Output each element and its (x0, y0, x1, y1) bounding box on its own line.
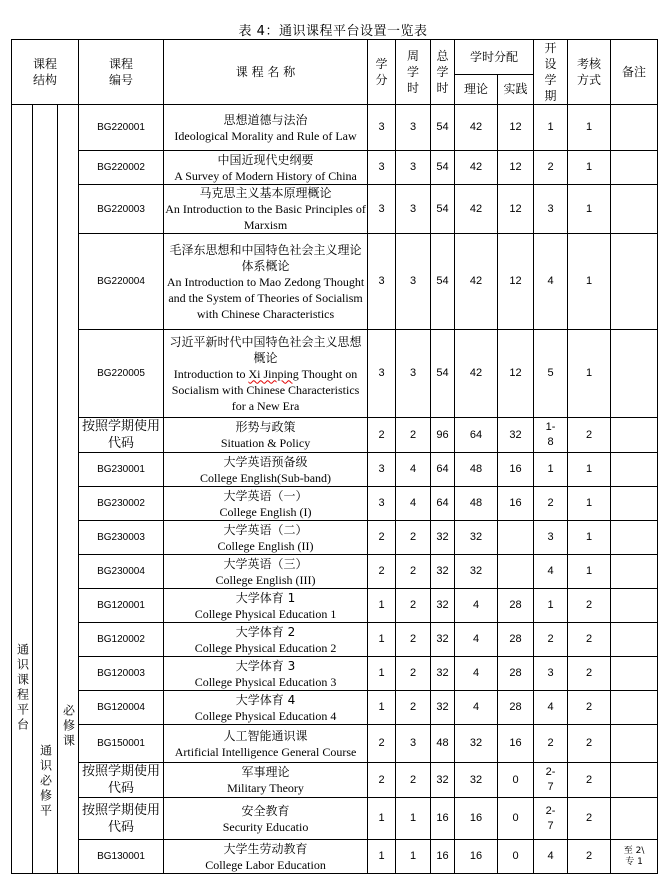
cell-semester: 1 (534, 589, 568, 623)
cell-remark (611, 151, 658, 185)
cell-theory: 42 (455, 330, 498, 418)
cell-credit: 3 (368, 487, 396, 521)
cell-credit: 3 (368, 185, 396, 234)
table-row (12, 840, 658, 874)
cell-total: 64 (431, 487, 455, 521)
course-name-cn: 大学生劳动教育 (223, 841, 308, 856)
cell-assess: 2 (568, 418, 611, 453)
table-row (12, 453, 658, 487)
course-code: BG220005 (79, 330, 164, 418)
course-name (164, 555, 368, 589)
cell-practice: 12 (498, 151, 534, 185)
cell-remark (611, 418, 658, 453)
course-name (164, 330, 368, 418)
cell-assess: 2 (568, 763, 611, 798)
cell-weekly: 2 (396, 657, 431, 691)
course-table (11, 39, 658, 874)
cell-credit: 1 (368, 623, 396, 657)
course-code: BG120002 (79, 623, 164, 657)
cell-practice: 32 (498, 418, 534, 453)
header-total: 总 学 时 (431, 40, 455, 105)
cell-credit: 2 (368, 555, 396, 589)
spellcheck-mark: Xi Jinping (248, 366, 299, 381)
course-name (164, 521, 368, 555)
cell-weekly: 2 (396, 418, 431, 453)
cell-practice: 28 (498, 589, 534, 623)
cell-total: 16 (431, 798, 455, 840)
course-name-cn: 习近平新时代中国特色社会主义思想概论 (169, 334, 362, 365)
header-semester: 开 设 学 期 (534, 40, 568, 105)
course-name-cn: 大学英语（二） (223, 522, 308, 537)
course-name (164, 691, 368, 725)
cell-semester: 3 (534, 185, 568, 234)
cell-assess: 1 (568, 151, 611, 185)
course-name-en: College English (II) (217, 538, 314, 553)
cell-practice: 12 (498, 185, 534, 234)
course-name-en: College English (I) (219, 504, 312, 519)
cell-semester: 4 (534, 234, 568, 330)
course-name (164, 185, 368, 234)
cell-credit: 3 (368, 105, 396, 151)
cell-weekly: 4 (396, 453, 431, 487)
course-code: BG230004 (79, 555, 164, 589)
cell-weekly: 3 (396, 151, 431, 185)
cell-remark: 至 2\ 专 1 (611, 840, 658, 874)
cell-credit: 1 (368, 691, 396, 725)
cell-practice: 28 (498, 657, 534, 691)
cell-semester: 2 (534, 151, 568, 185)
cell-weekly: 2 (396, 589, 431, 623)
cell-total: 96 (431, 418, 455, 453)
cell-practice: 12 (498, 330, 534, 418)
course-code: BG120001 (79, 589, 164, 623)
cell-theory: 32 (455, 725, 498, 763)
header-hours: 学时分配 (455, 40, 534, 75)
cell-semester: 4 (534, 840, 568, 874)
header-remark: 备注 (611, 40, 658, 105)
course-name-cn: 大学英语预备级 (223, 454, 308, 469)
cell-total: 16 (431, 840, 455, 874)
course-name-cn: 安全教育 (241, 803, 290, 818)
table-row (12, 105, 658, 151)
course-name-cn: 人工智能通识课 (223, 728, 308, 743)
cell-weekly: 3 (396, 105, 431, 151)
cell-theory: 4 (455, 691, 498, 725)
course-name-en: Security Educatio (222, 819, 309, 834)
cell-remark (611, 185, 658, 234)
cell-theory: 48 (455, 453, 498, 487)
cell-practice (498, 521, 534, 555)
course-name-cn: 大学英语（三） (223, 556, 308, 571)
course-name-cn: 大学体育 3 (235, 658, 296, 673)
header-assess: 考核 方式 (568, 40, 611, 105)
course-name-en: Military Theory (227, 781, 304, 795)
course-name-en: College Physical Education 1 (194, 606, 337, 621)
course-code: BG150001 (79, 725, 164, 763)
cell-semester: 2 (534, 487, 568, 521)
header-practice: 实践 (498, 74, 534, 104)
cell-practice: 28 (498, 691, 534, 725)
cell-practice: 0 (498, 840, 534, 874)
cell-total: 32 (431, 623, 455, 657)
cell-credit: 2 (368, 521, 396, 555)
cell-weekly: 2 (396, 623, 431, 657)
course-name (164, 798, 368, 840)
cell-total: 54 (431, 185, 455, 234)
course-code: BG120003 (79, 657, 164, 691)
cell-weekly: 2 (396, 521, 431, 555)
cell-total: 48 (431, 725, 455, 763)
table-row (12, 487, 658, 521)
course-name (164, 589, 368, 623)
cell-weekly: 2 (396, 763, 431, 798)
required-label: 必修课 (61, 704, 76, 749)
cell-semester: 2- 7 (534, 763, 568, 798)
cell-semester: 1 (534, 453, 568, 487)
course-code: BG220004 (79, 234, 164, 330)
table-row (12, 234, 658, 330)
cell-semester: 2- 7 (534, 798, 568, 840)
cell-assess: 2 (568, 691, 611, 725)
table-row (12, 763, 658, 798)
table-row (12, 657, 658, 691)
course-name-en: College Physical Education 3 (194, 674, 337, 689)
cell-practice: 0 (498, 763, 534, 798)
cell-credit: 2 (368, 725, 396, 763)
cell-remark (611, 234, 658, 330)
table-title: 表 4：通识课程平台设置一览表 (238, 24, 428, 39)
cell-weekly: 2 (396, 691, 431, 725)
table-row (12, 589, 658, 623)
cell-total: 54 (431, 105, 455, 151)
cell-credit: 2 (368, 418, 396, 453)
table-row (12, 623, 658, 657)
cell-credit: 3 (368, 151, 396, 185)
cell-credit: 2 (368, 763, 396, 798)
cell-assess: 1 (568, 185, 611, 234)
course-code: 按照学期使用代码 (79, 763, 164, 798)
course-name-cn: 大学体育 4 (235, 692, 296, 707)
course-code: BG220003 (79, 185, 164, 234)
cell-credit: 3 (368, 234, 396, 330)
cell-theory: 4 (455, 589, 498, 623)
cell-assess: 1 (568, 234, 611, 330)
course-name-en: College Physical Education 4 (194, 708, 337, 723)
cell-total: 32 (431, 691, 455, 725)
course-name-en: Artificial Intelligence General Course (174, 744, 357, 759)
course-name (164, 105, 368, 151)
course-name-en: An Introduction to Mao Zedong Thought and the System of Theories of Socialism with Chinese Characteristics (166, 274, 365, 321)
cell-theory: 4 (455, 657, 498, 691)
cell-practice: 0 (498, 798, 534, 840)
course-code: BG230001 (79, 453, 164, 487)
header-name: 课 程 名 称 (164, 40, 368, 105)
cell-assess: 2 (568, 589, 611, 623)
course-name-cn: 马克思主义基本原理概论 (199, 186, 332, 200)
course-code: 按照学期使用代码 (79, 418, 164, 453)
table-row (12, 185, 658, 234)
cell-practice: 16 (498, 453, 534, 487)
cell-theory: 32 (455, 521, 498, 555)
cell-assess: 1 (568, 330, 611, 418)
cell-remark (611, 691, 658, 725)
cell-total: 54 (431, 330, 455, 418)
cell-semester: 4 (534, 691, 568, 725)
cell-practice: 12 (498, 105, 534, 151)
table-row (12, 798, 658, 840)
cell-practice: 12 (498, 234, 534, 330)
course-name-cn: 大学体育 2 (235, 624, 296, 639)
header-weekly: 周 学 时 (396, 40, 431, 105)
table-row (12, 725, 658, 763)
course-name (164, 453, 368, 487)
cell-practice (498, 555, 534, 589)
cell-assess: 1 (568, 555, 611, 589)
cell-remark (611, 487, 658, 521)
cell-weekly: 3 (396, 185, 431, 234)
course-code: BG130001 (79, 840, 164, 874)
course-name (164, 840, 368, 874)
cell-total: 54 (431, 151, 455, 185)
course-name-cn: 中国近现代史纲要 (217, 152, 314, 167)
cell-total: 54 (431, 234, 455, 330)
cell-semester: 2 (534, 725, 568, 763)
header-code: 课程 编号 (79, 40, 164, 105)
cell-theory: 42 (455, 185, 498, 234)
table-row (12, 330, 658, 418)
course-name-cn: 形势与政策 (235, 420, 296, 434)
course-code: BG230002 (79, 487, 164, 521)
course-name-cn: 军事理论 (241, 765, 290, 779)
cell-credit: 1 (368, 657, 396, 691)
general-required-label: 通识必修平 (38, 744, 53, 819)
course-code: BG220001 (79, 105, 164, 151)
course-name-en: College English(Sub-band) (200, 470, 332, 485)
cell-total: 32 (431, 589, 455, 623)
cell-theory: 64 (455, 418, 498, 453)
cell-theory: 48 (455, 487, 498, 521)
cell-credit: 1 (368, 589, 396, 623)
cell-total: 32 (431, 763, 455, 798)
course-name-en: A Survey of Modern History of China (174, 168, 357, 183)
cell-remark (611, 657, 658, 691)
cell-remark (611, 330, 658, 418)
cell-assess: 1 (568, 453, 611, 487)
platform-label: 通识课程平台 (15, 643, 30, 733)
course-name (164, 487, 368, 521)
course-name (164, 418, 368, 453)
cell-credit: 1 (368, 798, 396, 840)
cell-assess: 2 (568, 623, 611, 657)
cell-semester: 1 (534, 105, 568, 151)
course-name-en: Introduction to Xi Jinping Thought on Socialism with Chinese Characteristics for a New Era (171, 366, 360, 413)
cell-theory: 42 (455, 234, 498, 330)
course-name-cn: 毛泽东思想和中国特色社会主义理论体系概论 (169, 242, 362, 273)
cell-assess: 1 (568, 521, 611, 555)
cell-total: 32 (431, 521, 455, 555)
cell-theory: 42 (455, 151, 498, 185)
cell-practice: 16 (498, 725, 534, 763)
cell-remark (611, 589, 658, 623)
course-name-en: College English (III) (215, 572, 316, 587)
cell-remark (611, 521, 658, 555)
cell-semester: 1- 8 (534, 418, 568, 453)
required-label-cell (58, 105, 79, 874)
cell-assess: 1 (568, 487, 611, 521)
cell-total: 64 (431, 453, 455, 487)
course-name-cn: 思想道德与法治 (223, 112, 308, 127)
cell-remark (611, 453, 658, 487)
cell-semester: 5 (534, 330, 568, 418)
table-row (12, 418, 658, 453)
course-code: 按照学期使用代码 (79, 798, 164, 840)
cell-weekly: 1 (396, 840, 431, 874)
cell-remark (611, 725, 658, 763)
course-name (164, 763, 368, 798)
cell-assess: 2 (568, 798, 611, 840)
cell-remark (611, 763, 658, 798)
table-row (12, 555, 658, 589)
cell-theory: 42 (455, 105, 498, 151)
cell-assess: 2 (568, 840, 611, 874)
cell-semester: 3 (534, 521, 568, 555)
cell-weekly: 3 (396, 234, 431, 330)
cell-credit: 1 (368, 840, 396, 874)
course-code: BG230003 (79, 521, 164, 555)
course-name-en: College Labor Education (205, 857, 326, 872)
cell-assess: 1 (568, 105, 611, 151)
header-theory: 理论 (455, 74, 498, 104)
cell-semester: 3 (534, 657, 568, 691)
cell-weekly: 1 (396, 798, 431, 840)
cell-credit: 3 (368, 453, 396, 487)
cell-weekly: 3 (396, 725, 431, 763)
course-name (164, 234, 368, 330)
cell-credit: 3 (368, 330, 396, 418)
cell-assess: 2 (568, 725, 611, 763)
header-credit: 学 分 (368, 40, 396, 105)
table-row (12, 151, 658, 185)
cell-practice: 28 (498, 623, 534, 657)
cell-remark (611, 555, 658, 589)
cell-remark (611, 623, 658, 657)
course-name-en: College Physical Education 2 (194, 640, 337, 655)
cell-theory: 16 (455, 840, 498, 874)
course-code: BG220002 (79, 151, 164, 185)
cell-theory: 16 (455, 798, 498, 840)
course-name-en: Ideological Morality and Rule of Law (174, 128, 357, 143)
header-structure: 课程 结构 (12, 40, 79, 105)
cell-total: 32 (431, 657, 455, 691)
course-name (164, 657, 368, 691)
cell-assess: 2 (568, 657, 611, 691)
course-name-en: Situation & Policy (220, 436, 311, 450)
table-row (12, 521, 658, 555)
course-name (164, 623, 368, 657)
cell-remark (611, 798, 658, 840)
cell-semester: 4 (534, 555, 568, 589)
course-name (164, 725, 368, 763)
general-required-label-cell (33, 105, 58, 874)
course-name (164, 151, 368, 185)
cell-theory: 32 (455, 763, 498, 798)
cell-remark (611, 105, 658, 151)
cell-weekly: 2 (396, 555, 431, 589)
cell-total: 32 (431, 555, 455, 589)
cell-theory: 32 (455, 555, 498, 589)
course-name-cn: 大学体育 1 (235, 590, 296, 605)
course-name-en: An Introduction to the Basic Principles of Marxism (165, 202, 366, 232)
course-name-cn: 大学英语（一） (223, 488, 308, 503)
platform-label-cell (12, 105, 33, 874)
cell-weekly: 3 (396, 330, 431, 418)
table-row (12, 691, 658, 725)
cell-weekly: 4 (396, 487, 431, 521)
cell-practice: 16 (498, 487, 534, 521)
cell-semester: 2 (534, 623, 568, 657)
course-code: BG120004 (79, 691, 164, 725)
cell-theory: 4 (455, 623, 498, 657)
